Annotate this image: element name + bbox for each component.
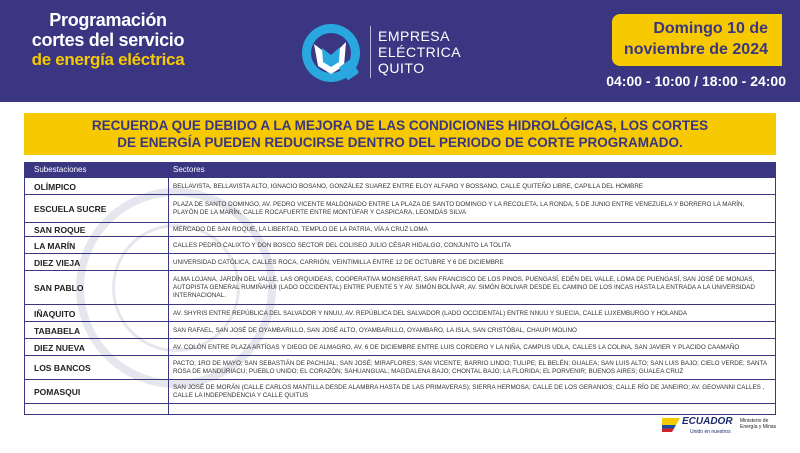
station-name: SAN PABLO: [34, 283, 84, 293]
table-body: [24, 178, 776, 404]
sectors-text: AV. SHYRIS ENTRE REPÚBLICA DEL SALVADOR Y NNUU, AV. REPÚBLICA DEL SALVADOR (LADO OCCIDENTAL) ENTRE NNUU Y SUECIA, CALLE LUXEMBURGO Y HOLANDA: [173, 309, 688, 317]
ministry-name: Ministerio de Energía y Minas: [740, 418, 777, 430]
station-name: DIEZ NUEVA: [34, 342, 85, 353]
table-row: [24, 380, 776, 404]
title-line-3: de energía eléctrica: [31, 50, 185, 69]
header-banner: [0, 0, 800, 102]
table-row: [24, 178, 776, 195]
notice-line-2: DE ENERGÍA PUEDEN REDUCIRSE DENTRO DEL PERIODO DE CORTE PROGRAMADO.: [117, 135, 683, 150]
station-name: POMASQUI: [34, 387, 81, 397]
sectors-text: AV. COLÓN ENTRE PLAZA ARTÍGAS Y DIEGO DE ALMAGRO, AV. 6 DE DICIEMBRE ENTRE LUIS CORDERO Y LA NIÑA, CAMPUS UDLA, CALLES LA COLINA, SAN JAVIER Y PLACIDO CAAMAÑO: [173, 343, 740, 351]
sectors-text: PLAZA DE SANTO DOMINGO, AV. PEDRO VICENTE MALDONADO ENTRE LA PLAZA DE SANTO DOMINGO Y LA RECOLETA, LA RONDA, 5 DE JUNIO ENTRE VENEZUELA Y BORRERO LA MARÍN, PLAYÓN DE LA MARÍN, CALLE ROCAFUERTE ENTRE MONTÚFAR Y CASPICARA, LEONIDAS SILVA: [173, 201, 745, 216]
column-header-sectors: Sectores: [173, 165, 205, 174]
station-name: TABABELA: [34, 325, 81, 336]
outage-hours: 04:00 - 10:00 / 18:00 - 24:00: [606, 73, 786, 89]
page-title: [28, 10, 188, 70]
station-name: LOS BANCOS: [34, 363, 91, 373]
table-row: [24, 254, 776, 271]
company-line-1: EMPRESA: [378, 28, 450, 44]
company-line-2: ELÉCTRICA: [378, 44, 462, 60]
table-row: [24, 322, 776, 339]
notice-banner: [24, 113, 776, 155]
outage-table: [24, 162, 776, 404]
sectors-text: CALLES PEDRO CALIXTO Y DON BOSCO SECTOR DEL COLISEO JULIO CÉSAR HIDALGO, CONJUNTO LA TOLITA: [173, 241, 511, 249]
sectors-text: SAN RAFAEL, SAN JOSÉ DE OYAMBARILLO, SAN JOSÉ ALTO, OYAMBARILLO, OYAMBARO, LA ISLA, SAN CRISTÓBAL, CHAUPI MOLINO: [173, 326, 577, 334]
station-name: OLÍMPICO: [34, 181, 77, 192]
date-line-2: noviembre de 2024: [623, 41, 768, 58]
table-row: [24, 305, 776, 322]
station-name: DIEZ VIEJA: [34, 257, 81, 268]
company-name: [378, 28, 461, 76]
table-row: [24, 339, 776, 356]
sectors-text: UNIVERSIDAD CATÓLICA, CALLES ROCA, CARRIÓN, VEINTIMILLA ENTRE 12 DE OCTUBRE Y 6 DE DICIEMBRE: [173, 258, 504, 266]
company-line-3: QUITO: [378, 60, 425, 76]
title-line-1: Programación: [49, 10, 167, 30]
country-name: ECUADOR: [682, 416, 733, 427]
logo-divider: [370, 26, 371, 78]
column-divider: [168, 162, 169, 415]
eeq-logo-icon: [300, 22, 362, 84]
column-header-stations: Subestaciones: [34, 165, 87, 174]
notice-line-1: RECUERDA QUE DEBIDO A LA MEJORA DE LAS CONDICIONES HIDROLÓGICAS, LOS CORTES: [91, 118, 709, 133]
station-name: IÑAQUITO: [34, 308, 76, 319]
sectors-text: MERCADO DE SAN ROQUE, LA LIBERTAD, TEMPLO DE LA PATRIA, VÍA A CRUZ LOMA: [173, 226, 428, 233]
table-row: [24, 356, 776, 380]
date-text: [608, 18, 768, 60]
country-tagline: Unido en nuestros: [690, 429, 731, 435]
title-line-2: cortes del servicio: [31, 30, 185, 50]
date-line-1: Domingo 10 de: [653, 20, 768, 37]
sectors-text: SAN JOSÉ DE MORÁN (CALLE CARLOS MANTILLA DESDE ALAMBRA HASTA DE LAS PRIMAVERAS); SIERRA HERMOSA; CALLE DE LOS GERANIOS; CALLE RÍO DE JANEIRO; AV. GEOVANNI CALLES , CALLE LA INDEPENDENCIA Y CALLE QUITUS: [173, 384, 765, 399]
ecuador-flag-icon: [662, 418, 680, 432]
table-row: [24, 195, 776, 223]
table-row: [24, 223, 776, 237]
table-row: [24, 271, 776, 305]
sectors-text: PACTO; 1RO DE MAYO; SAN SEBASTIÁN DE PACHIJAL; SAN JOSÉ; MIRAFLORES; SAN VICENTE; BARRIO LINDO; TULIPE; EL BELÉN; GUALEA; SAN LUIS ALTO; SAN LUIS BAJO; CIELO VERDE; SANTA ROSA DE MANDURIACU; PUEBLO UNIDO; EL CORAZÓN; SAHUANGUAL; MAGDALENA BAJO; CHONTAL BAJO; LA FLORIDA; EL PORVENIR; BUENOS AIRES; GUALEA CRUZ: [173, 360, 767, 375]
station-name: ESCUELA SUCRE: [34, 204, 107, 214]
station-name: SAN ROQUE: [34, 225, 86, 235]
date-badge: [612, 14, 782, 66]
station-name: LA MARÍN: [34, 240, 76, 251]
table-header: [24, 162, 776, 178]
table-row: [24, 237, 776, 254]
sectors-text: BELLAVISTA, BELLAVISTA ALTO, IGNACIO BOSANO, GONZÁLEZ SUAREZ ENTRE ELOY ALFARO Y BOSSANO, CALLE QUITEÑO LIBRE, CAPILLA DEL HOMBRE: [173, 182, 644, 190]
sectors-text: ALMA LOJANA, JARDÍN DEL VALLE, LAS ORQUIDEAS, COOPERATIVA MONSERRAT, SAN FRANCISCO DE LOS PINOS, PUENGASÍ, EDÉN DEL VALLE, LOMA DE PUENGASÍ, SAN JOSÉ DE MONJAS, AUTOPISTA GENERAL RUMIÑAHUI (LADO OCCIDENTAL) ENTRE PUENTE 5 Y AV. SIMÓN BOLÍVAR, AV. SIMÓN BOLIVAR DESDE EL CAMINO DE LOS INCAS HASTA LA ENTRADA A LA UNIVERSIDAD INTERNACIONAL.: [173, 276, 755, 299]
